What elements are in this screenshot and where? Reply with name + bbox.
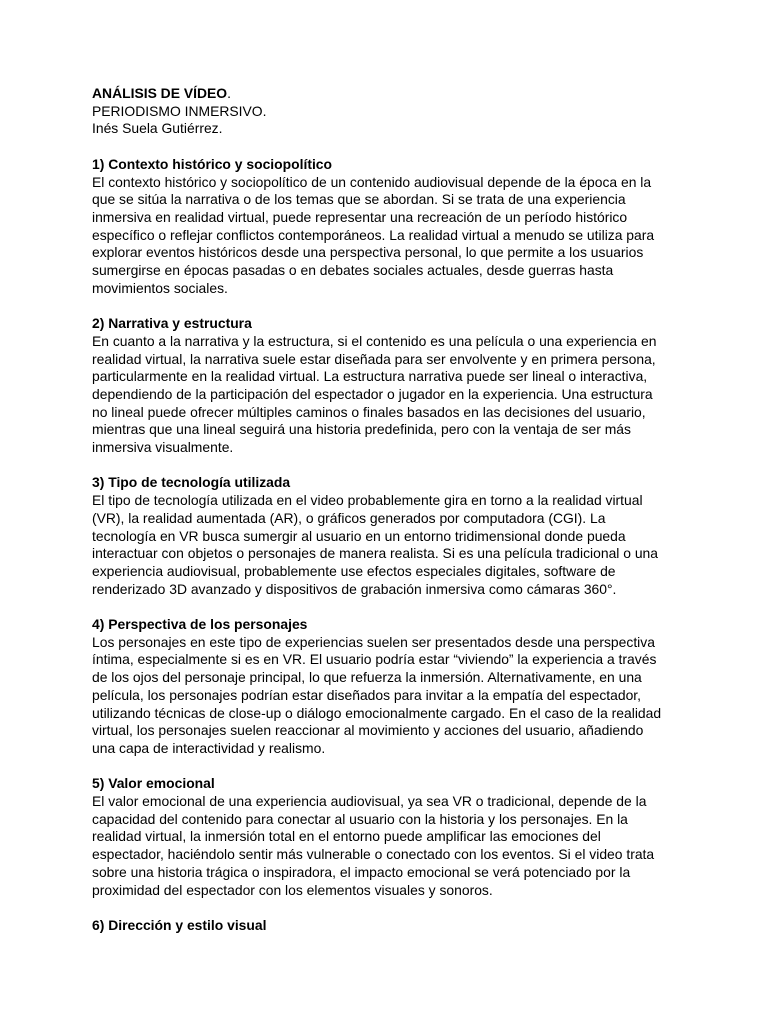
section-spacer: [92, 297, 676, 315]
paragraph-line: de los ojos del personaje principal, lo que refuerza la inmersión. Alternativamente, en una: [92, 669, 642, 686]
section-heading: 4) Perspectiva de los personajes: [92, 616, 308, 633]
paragraph-line: mientras que una lineal seguirá una historia predefinida, pero con la ventaja de ser más: [92, 421, 631, 438]
section-3: [92, 474, 676, 598]
document-title-period: .: [227, 85, 231, 101]
document-page: [92, 85, 676, 935]
section-heading: 2) Narrativa y estructura: [92, 315, 252, 332]
section-heading: 3) Tipo de tecnología utilizada: [92, 474, 291, 491]
section-spacer: [92, 899, 676, 917]
paragraph-line: El contexto histórico y sociopolítico de un contenido audiovisual depende de la época en la: [92, 173, 652, 190]
document-title: [92, 85, 676, 103]
paragraph-line: inmersiva en realidad virtual, puede representar una recreación de un período histórico: [92, 208, 628, 225]
document-subtitle: PERIODISMO INMERSIVO.: [92, 102, 267, 119]
paragraph-line: experiencia audiovisual, probablemente use efectos especiales digitales, software de: [92, 562, 616, 579]
paragraph-line: no lineal puede ofrecer múltiples caminos o finales basados en las decisiones del usuario,: [92, 403, 646, 420]
paragraph-line: movimientos sociales.: [92, 279, 228, 296]
paragraph-line: utilizando técnicas de close-up o diálogo emocionalmente cargado. En el caso de la realidad: [92, 704, 662, 721]
section-6: [92, 917, 676, 935]
section-heading: 5) Valor emocional: [92, 775, 215, 792]
section-spacer: [92, 138, 676, 156]
paragraph-line: sobre una historia trágica o inspiradora, el impacto emocional se verá potenciado por la: [92, 863, 631, 880]
paragraph-line: película, los personajes podrían estar diseñados para invitar a la empatía del espectador,: [92, 686, 642, 703]
paragraph-line: tecnología en VR busca sumergir al usuario en un entorno tridimensional donde pueda: [92, 527, 626, 544]
paragraph-line: dependiendo de la participación del espectador o jugador en la experiencia. Una estructura: [92, 385, 653, 402]
document-title-text: ANÁLISIS DE VÍDEO: [92, 85, 228, 101]
paragraph-line: realidad virtual, la inmersión total en el entorno puede amplificar las emociones del: [92, 828, 601, 845]
section-5: [92, 775, 676, 899]
paragraph-line: capacidad del contenido para conectar al usuario con la historia y los personajes. En la: [92, 810, 628, 827]
paragraph-line: El valor emocional de una experiencia audiovisual, ya sea VR o tradicional, depende de la: [92, 793, 647, 810]
paragraph-line: El tipo de tecnología utilizada en el video probablemente gira en torno a la realidad virtual: [92, 492, 643, 509]
paragraph-line: renderizado 3D avanzado y dispositivos de grabación inmersiva como cámaras 360°.: [92, 580, 617, 597]
section-heading: 1) Contexto histórico y sociopolítico: [92, 155, 333, 172]
paragraph-line: inmersiva visualmente.: [92, 439, 234, 456]
paragraph-line: sumergirse en épocas pasadas o en debates sociales actuales, desde guerras hasta: [92, 262, 614, 279]
section-heading: 6) Dirección y estilo visual: [92, 916, 267, 933]
paragraph-line: específico o reflejar conflictos contemporáneos. La realidad virtual a menudo se utiliza para: [92, 226, 655, 243]
paragraph-line: En cuanto a la narrativa y la estructura, si el contenido es una película o una experiencia en: [92, 332, 657, 349]
section-2: [92, 315, 676, 457]
section-1: [92, 156, 676, 298]
section-spacer: [92, 758, 676, 776]
paragraph-line: Los personajes en este tipo de experiencias suelen ser presentados desde una perspectiva: [92, 633, 655, 650]
section-spacer: [92, 457, 676, 475]
paragraph-line: íntima, especialmente si es en VR. El usuario podría estar “viviendo” la experiencia a través: [92, 651, 657, 668]
paragraph-line: espectador, haciéndolo sentir más vulnerable o conectado con los eventos. Si el video trata: [92, 846, 655, 863]
section-spacer: [92, 598, 676, 616]
document-sections: [92, 138, 676, 935]
paragraph-line: una capa de interactividad y realismo.: [92, 739, 326, 756]
paragraph-line: interactuar con objetos o personajes de manera realista. Si es una película tradicional o una: [92, 545, 659, 562]
paragraph-line: realidad virtual, la narrativa suele estar diseñada para ser envolvente y en primera persona,: [92, 350, 656, 367]
paragraph-line: proximidad del espectador con los elementos visuales y sonoros.: [92, 881, 493, 898]
paragraph-line: (VR), la realidad aumentada (AR), o gráficos generados por computadora (CGI). La: [92, 509, 606, 526]
paragraph-line: que se sitúa la narrativa o de los temas que se abordan. Si se trata de una experiencia: [92, 191, 626, 208]
section-4: [92, 616, 676, 758]
paragraph-line: virtual, los personajes suelen reaccionar al movimiento y acciones del usuario, añadiendo: [92, 722, 644, 739]
document-author: Inés Suela Gutiérrez.: [92, 120, 223, 137]
paragraph-line: particularmente en la realidad virtual. La estructura narrativa puede ser lineal o interactiva,: [92, 368, 648, 385]
paragraph-line: explorar eventos históricos desde una perspectiva personal, lo que permite a los usuarios: [92, 244, 644, 261]
